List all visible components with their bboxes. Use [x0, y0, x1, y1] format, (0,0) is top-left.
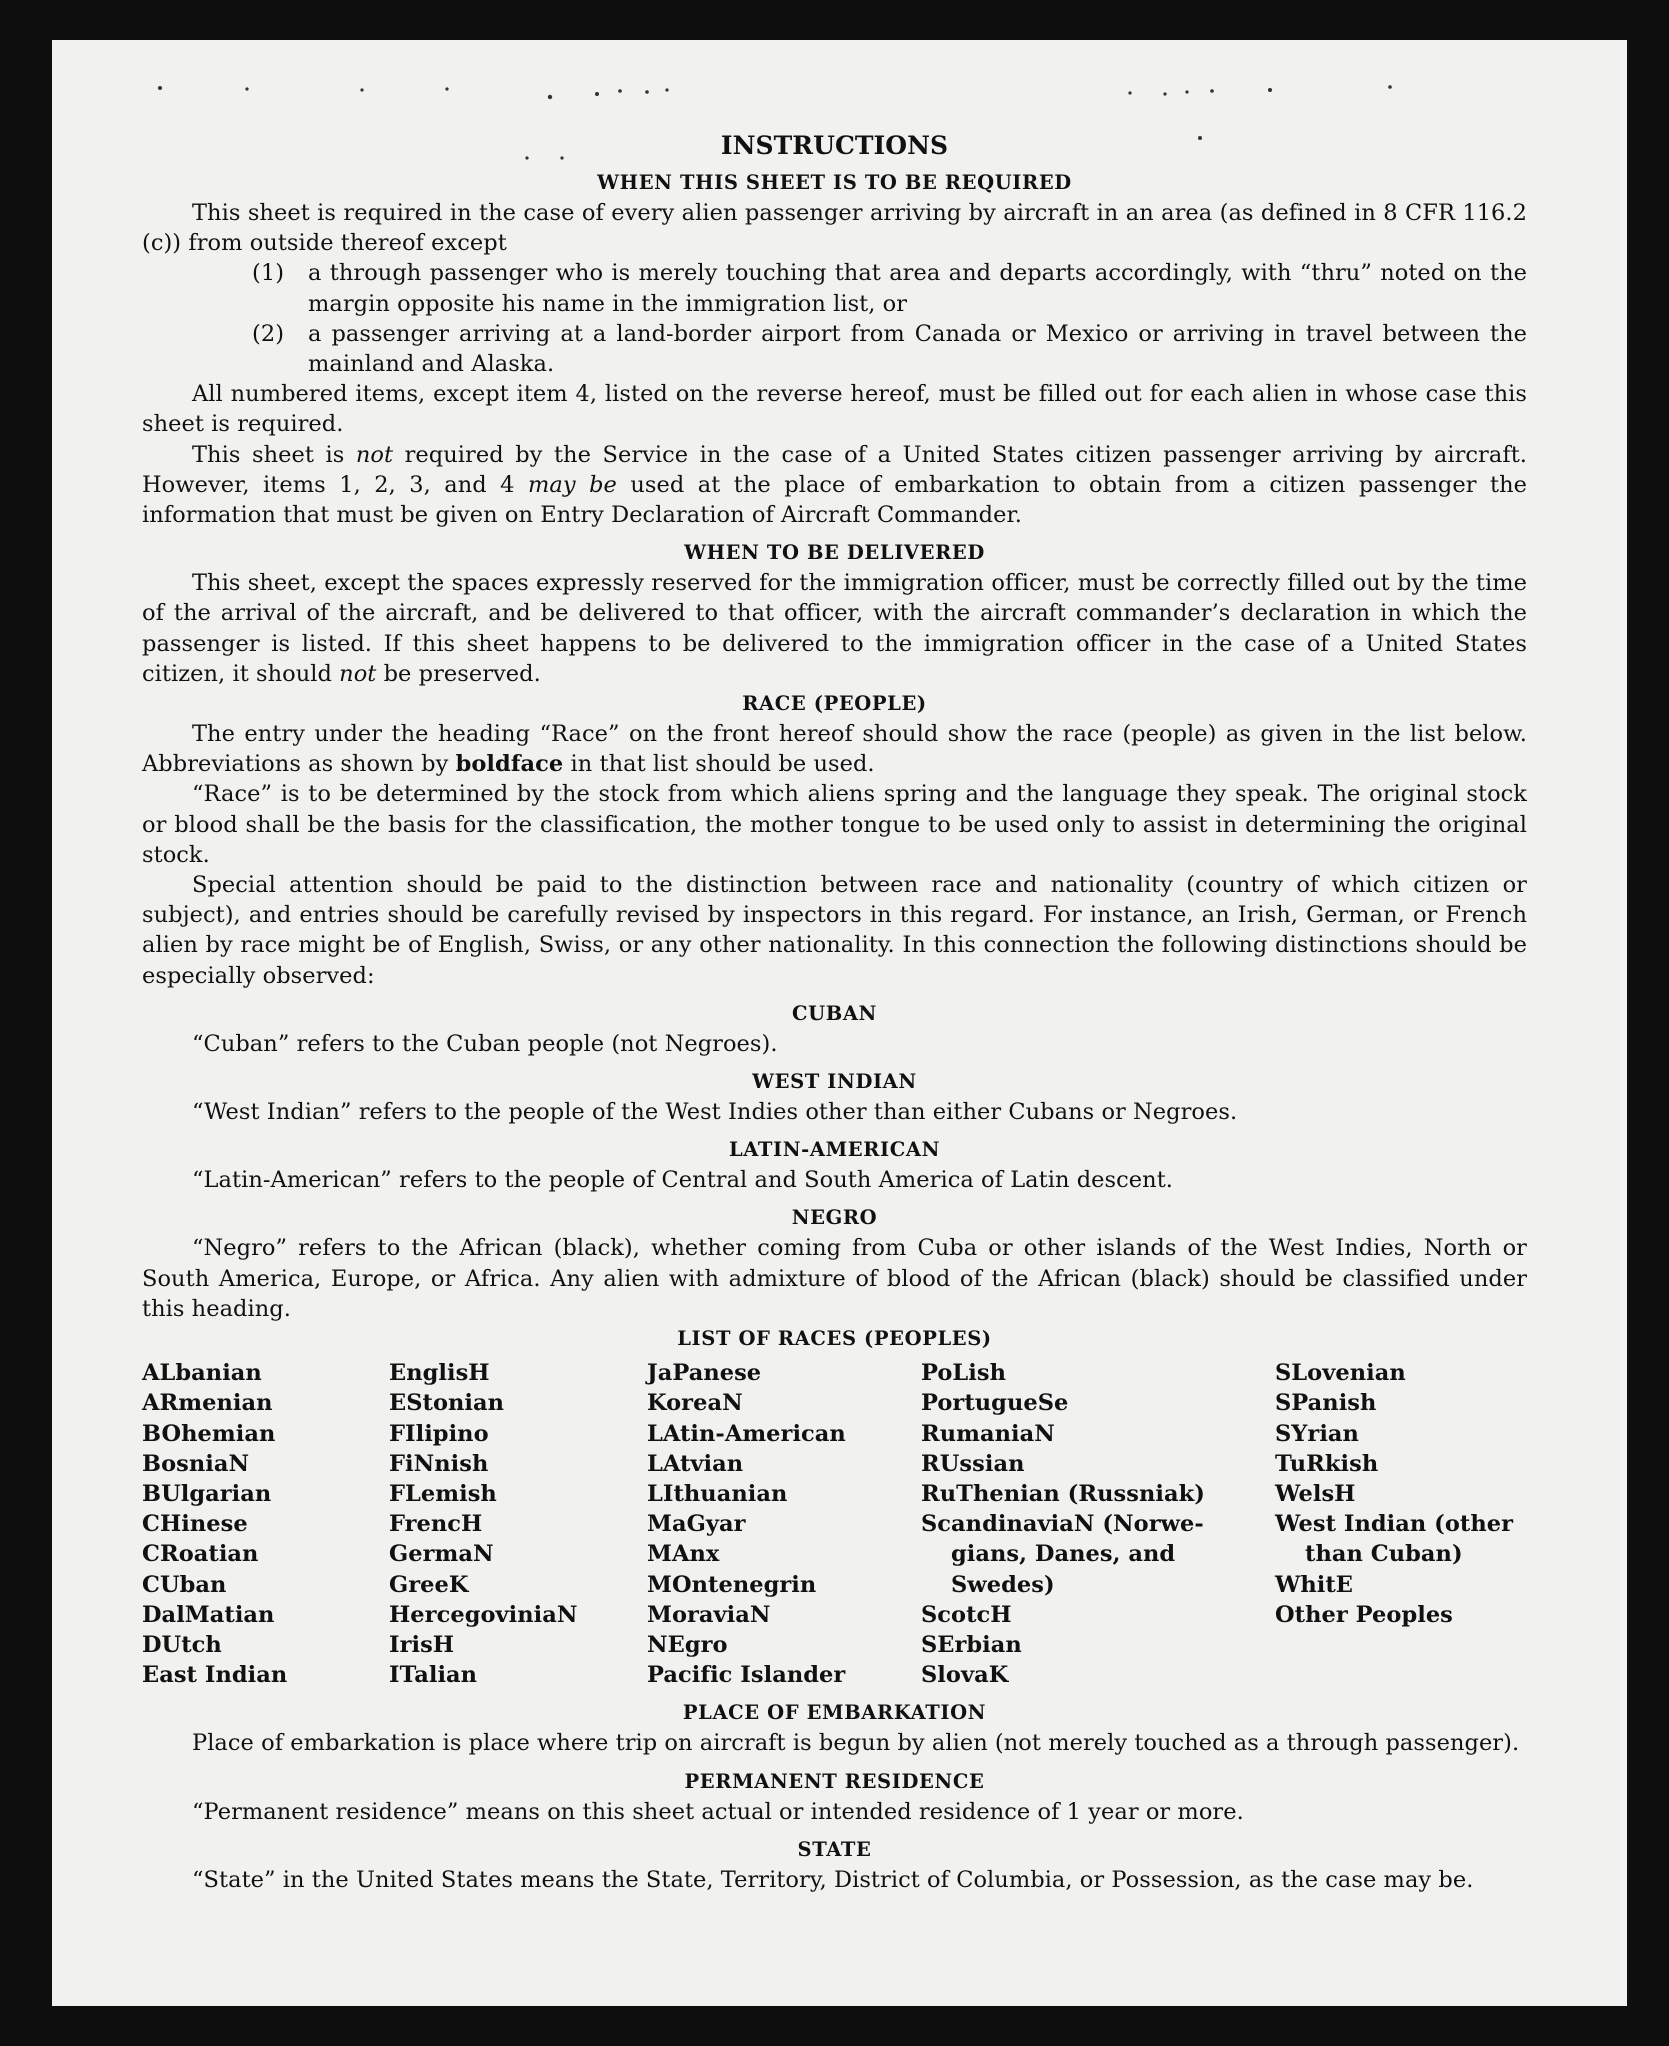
races-column	[389, 1358, 647, 1690]
paragraph: Special attention should be paid to the distinction between race and nationality (country of which citizen or subject), and entries should be carefully revised by inspectors in this regard. For instance, an Irish, German, or French alien by race might be of English, Swiss, or any other nationality. In this connection the following distinctions should be especially observed:	[142, 872, 1527, 989]
paragraph: All numbered items, except item 4, listed on the reverse hereof, must be filled out for each alien in whose case this sheet is required.	[142, 381, 1527, 438]
text-run: in that list should be used.	[563, 751, 875, 778]
race-entry: MOntenegrin	[647, 1571, 817, 1598]
section-latin-american	[142, 1135, 1527, 1195]
race-entry: Other Peoples	[1275, 1601, 1453, 1628]
paragraph: “Latin-American” refers to the people of Central and South America of Latin descent.	[192, 1167, 1173, 1194]
item-text: a passenger arriving at a land-border airport from Canada or Mexico or arriving in travel between the mainland and Alaska.	[308, 320, 1527, 378]
paragraph: This sheet is required in the case of every alien passenger arriving by aircraft in an area (as defined in 8 CFR 116.2 (c)) from outside thereof except	[142, 200, 1527, 257]
race-entry: FiNnish	[389, 1450, 489, 1477]
race-entry: BOhemian	[142, 1420, 276, 1447]
heading-when-required: WHEN THIS SHEET IS TO BE REQUIRED	[597, 171, 1072, 194]
heading-negro: NEGRO	[791, 1206, 878, 1230]
item-number: (1)	[252, 260, 285, 287]
document-page	[52, 40, 1627, 2006]
item-text: a through passenger who is merely touching that area and departs accordingly, with “thru” noted on the margin opposite his name in the immigration list, or	[308, 260, 1527, 317]
race-entry: DUtch	[142, 1631, 222, 1658]
race-entry: ARmenian	[142, 1390, 273, 1417]
paragraph: “West Indian” refers to the people of the West Indies other than either Cubans or Negroes.	[192, 1099, 1238, 1126]
section-when-delivered	[142, 538, 1527, 689]
race-entry: WelsH	[1275, 1480, 1356, 1507]
race-entry: CUban	[142, 1571, 227, 1598]
paragraph: “State” in the United States means the State, Territory, District of Columbia, or Possession, as the case may be.	[192, 1866, 1474, 1893]
race-entry: SPanish	[1275, 1390, 1377, 1417]
text-run: required by the Service in the case of a United States citizen passenger arriving by aircraft. However, items 1, 2, 3, and 4	[142, 441, 1527, 498]
race-entry-continued: than Cuban)	[1305, 1541, 1463, 1568]
race-entry: SLovenian	[1275, 1360, 1406, 1387]
race-entry: SlovaK	[921, 1662, 1009, 1689]
race-entry: ALbanian	[142, 1360, 262, 1387]
race-entry: RuThenian (Russniak)	[921, 1480, 1205, 1507]
races-column	[1275, 1358, 1527, 1690]
race-entry: BosniaN	[142, 1450, 250, 1477]
emphasis: not	[355, 441, 394, 468]
race-entry: CRoatian	[142, 1541, 259, 1568]
emphasis: not	[339, 660, 377, 687]
race-entry: MaGyar	[647, 1511, 746, 1538]
section-list-of-races	[142, 1324, 1527, 1690]
section-race	[142, 689, 1527, 991]
heading-race: RACE (PEOPLE)	[742, 692, 927, 716]
heading-latin-american: LATIN-AMERICAN	[728, 1138, 941, 1162]
heading-cuban: CUBAN	[792, 1001, 877, 1025]
paragraph	[142, 719, 1527, 779]
text-run: used at the place of embarkation to obtain from a citizen passenger the information that must be given on Entry Declaration of Aircraft Commander.	[142, 471, 1527, 529]
race-entry: TuRkish	[1275, 1450, 1379, 1477]
emphasis: may be	[528, 471, 617, 498]
race-entry: GreeK	[389, 1571, 469, 1598]
heading-embarkation: PLACE OF EMBARKATION	[682, 1701, 987, 1725]
heading-state: STATE	[797, 1837, 872, 1861]
race-entry: ScandinaviaN (Norwe-	[921, 1511, 1204, 1538]
race-entry: BUlgarian	[142, 1480, 272, 1507]
race-entry: GermaN	[389, 1541, 494, 1568]
race-entry: HercegoviniaN	[389, 1601, 578, 1628]
race-entry: EnglisH	[389, 1360, 490, 1387]
race-entry: RUssian	[921, 1450, 1025, 1477]
race-entry: DalMatian	[142, 1601, 275, 1628]
paragraph: “Cuban” refers to the Cuban people (not Negroes).	[192, 1030, 778, 1057]
race-entry: SErbian	[921, 1631, 1022, 1658]
race-entry: NEgro	[647, 1631, 728, 1658]
race-entry: FrencH	[389, 1511, 483, 1538]
races-table	[142, 1358, 1527, 1690]
section-when-required	[142, 168, 1527, 530]
paragraph: “Permanent residence” means on this sheet actual or intended residence of 1 year or more.	[192, 1798, 1244, 1825]
paragraph: “Negro” refers to the African (black), whether coming from Cuba or other islands of the West Indies, North or South America, Europe, or Africa. Any alien with admixture of blood of the African (black) should be classified under this heading.	[142, 1235, 1527, 1322]
bold-run: boldface	[455, 751, 564, 778]
race-entry: KoreaN	[647, 1390, 743, 1417]
race-entry: LAtin-American	[647, 1420, 846, 1447]
race-entry: MAnx	[647, 1541, 720, 1568]
race-entry: SYrian	[1275, 1420, 1359, 1447]
paragraph	[142, 568, 1527, 689]
section-cuban	[142, 999, 1527, 1059]
section-state	[142, 1835, 1527, 1895]
paragraph: Place of embarkation is place where trip on aircraft is begun by alien (not merely touched as a through passenger).	[192, 1730, 1520, 1757]
race-entry-continued: Swedes)	[951, 1571, 1055, 1598]
race-entry: FLemish	[389, 1480, 497, 1507]
race-entry: RumaniaN	[921, 1420, 1055, 1447]
race-entry: FIlipino	[389, 1420, 489, 1447]
race-entry: EStonian	[389, 1390, 505, 1417]
race-entry: PoLish	[921, 1360, 1007, 1387]
text-run: be preserved.	[376, 660, 541, 687]
heading-when-delivered: WHEN TO BE DELIVERED	[684, 541, 985, 565]
race-entry: JaPanese	[647, 1360, 762, 1387]
scan-specks	[52, 40, 1627, 180]
section-residence	[142, 1767, 1527, 1827]
heading-west-indian: WEST INDIAN	[752, 1070, 917, 1094]
races-column	[142, 1358, 389, 1690]
heading-list-of-races: LIST OF RACES (PEOPLES)	[677, 1327, 992, 1351]
item-number: (2)	[252, 320, 285, 347]
race-entry: PortugueSe	[921, 1390, 1069, 1417]
race-entry: LIthuanian	[647, 1480, 788, 1507]
race-entry: LAtvian	[647, 1450, 744, 1477]
race-entry: Pacific Islander	[647, 1662, 846, 1689]
race-entry: West Indian (other	[1275, 1511, 1514, 1538]
section-negro	[142, 1203, 1527, 1324]
list-item	[252, 258, 1527, 318]
section-west-indian	[142, 1067, 1527, 1127]
heading-residence: PERMANENT RESIDENCE	[684, 1769, 985, 1793]
race-entry: IrisH	[389, 1631, 455, 1658]
paragraph	[142, 440, 1527, 531]
race-entry-continued: gians, Danes, and	[951, 1541, 1176, 1568]
page-title: INSTRUCTIONS	[720, 131, 949, 160]
race-entry: ScotcH	[921, 1601, 1012, 1628]
text-run: This sheet, except the spaces expressly reserved for the immigration officer, must be correctly filled out by the time of the arrival of the aircraft, and be delivered to that officer, with the aircraft commander’s declaration in which the passenger is listed. If this sheet happens to be delivered to the immigration officer in the case of a United States citizen, it should	[142, 570, 1527, 687]
text-run: This sheet is	[192, 441, 356, 468]
race-entry: WhitE	[1275, 1571, 1353, 1598]
paragraph: “Race” is to be determined by the stock from which aliens spring and the language they speak. The original stock or blood shall be the basis for the classification, the mother tongue to be used only to assist in determining the original stock.	[142, 781, 1527, 868]
list-item	[252, 319, 1527, 379]
section-embarkation	[142, 1698, 1527, 1758]
race-entry: ITalian	[389, 1662, 478, 1689]
race-entry: CHinese	[142, 1511, 248, 1538]
race-entry: East Indian	[142, 1662, 288, 1689]
races-column	[647, 1358, 921, 1690]
race-entry: MoraviaN	[647, 1601, 771, 1628]
text-run: The entry under the heading “Race” on the front hereof should show the race (people) as given in the list below. Abbreviations as shown by	[142, 721, 1527, 778]
races-column	[921, 1358, 1275, 1690]
